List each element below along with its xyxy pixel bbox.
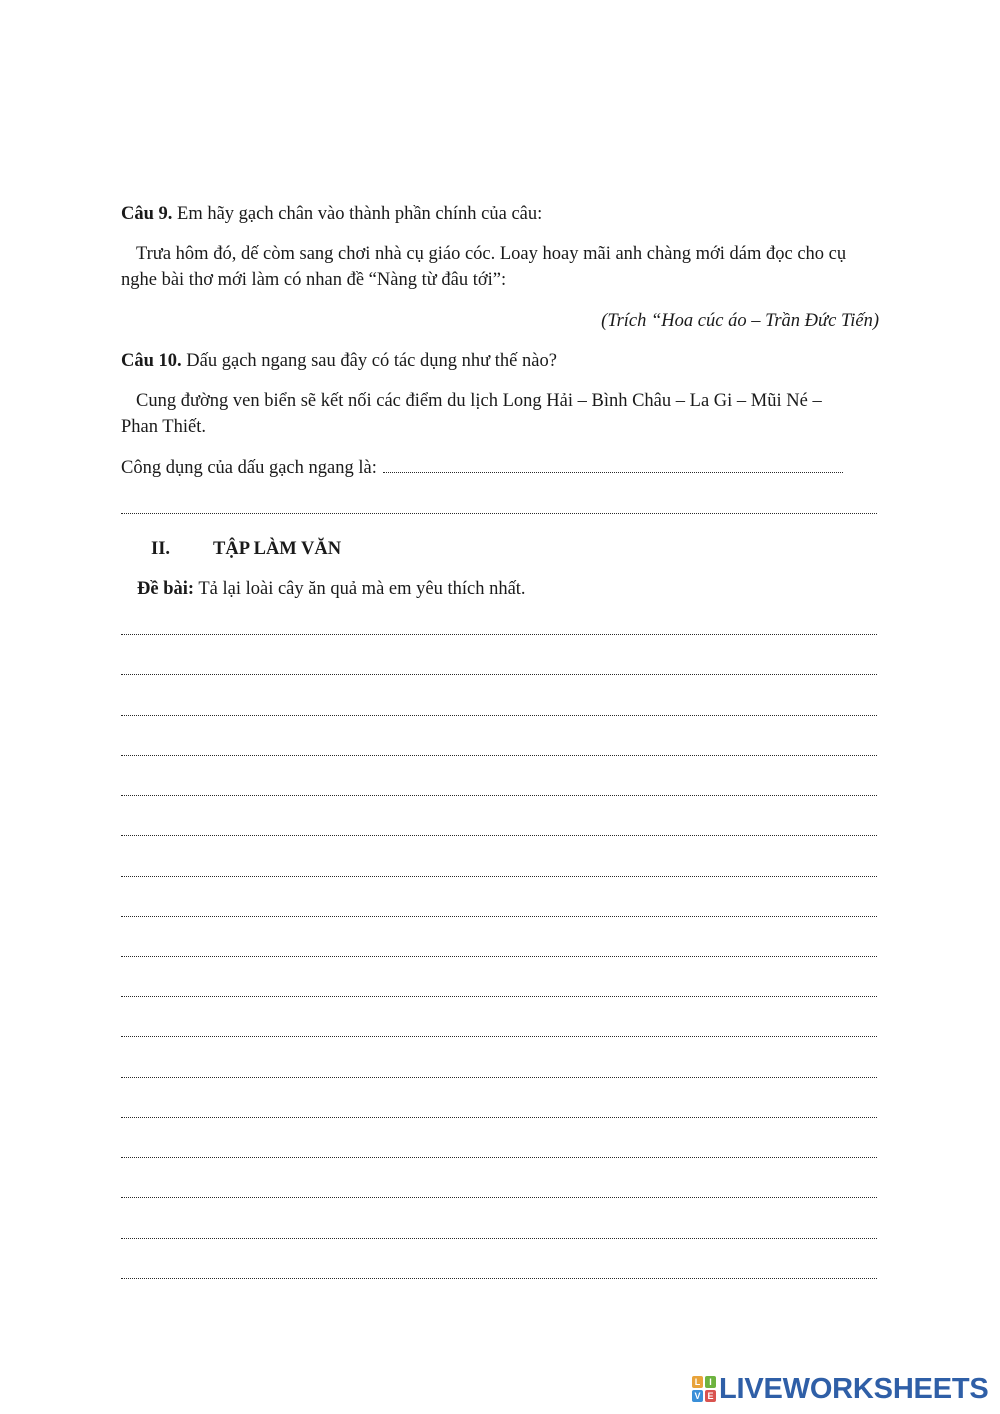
essay-line[interactable] <box>121 1157 877 1158</box>
essay-line[interactable] <box>121 876 877 877</box>
essay-line[interactable] <box>121 795 877 796</box>
logo-text: LIVEWORKSHEETS <box>719 1372 989 1405</box>
question-10-passage: Cung đường ven biển sẽ kết nối các điểm du lịch Long Hải – Bình Châu – La Gi – Mũi Né – Phan Thiết. <box>121 391 822 437</box>
question-10-prompt: Dấu gạch ngang sau đây có tác dụng như thế nào? <box>181 351 557 371</box>
section-title: TẬP LÀM VĂN <box>213 539 342 559</box>
logo-mark-letter: E <box>705 1390 716 1402</box>
essay-line[interactable] <box>121 634 877 635</box>
question-10-label: Câu 10. <box>121 351 182 371</box>
essay-prompt: Tả lại loài cây ăn quả mà em yêu thích nhất. <box>194 579 526 599</box>
essay-prompt-row <box>137 576 897 602</box>
question-9-prompt: Em hãy gạch chân vào thành phần chính của câu: <box>172 204 543 224</box>
question-9-source: (Trích “Hoa cúc áo – Trần Đức Tiến) <box>601 311 879 331</box>
essay-line[interactable] <box>121 1238 877 1239</box>
section-number: II. <box>151 539 171 559</box>
essay-line[interactable] <box>121 956 877 957</box>
logo-mark-icon <box>692 1376 716 1402</box>
logo-mark-letter: I <box>705 1376 716 1388</box>
question-10-answer-label: Công dụng của dấu gạch ngang là: <box>121 458 377 478</box>
essay-line[interactable] <box>121 1036 877 1037</box>
essay-line[interactable] <box>121 1197 877 1198</box>
logo-mark-letter: L <box>692 1376 703 1388</box>
essay-line[interactable] <box>121 835 877 836</box>
question-10-heading <box>121 348 881 374</box>
question-10-answer-dots[interactable] <box>383 472 843 473</box>
essay-line[interactable] <box>121 674 877 675</box>
question-9-label: Câu 9. <box>121 204 173 224</box>
liveworksheets-logo[interactable] <box>692 1372 989 1406</box>
section-heading <box>151 536 341 562</box>
essay-line[interactable] <box>121 996 877 997</box>
essay-line[interactable] <box>121 1278 877 1279</box>
essay-line[interactable] <box>121 1077 877 1078</box>
essay-line[interactable] <box>121 755 877 756</box>
essay-line[interactable] <box>121 715 877 716</box>
essay-line[interactable] <box>121 916 877 917</box>
essay-line[interactable] <box>121 1117 877 1118</box>
question-10-answer-line[interactable] <box>121 513 877 514</box>
essay-label: Đề bài: <box>137 579 195 599</box>
question-9-passage: Trưa hôm đó, dế còm sang chơi nhà cụ giáo cóc. Loay hoay mãi anh chàng mới dám đọc cho cụ nghe bài thơ mới làm có nhan đề “Nàng từ đâu tới”: <box>121 244 847 290</box>
question-10-answer-row <box>121 455 881 481</box>
question-9-heading <box>121 201 881 227</box>
logo-mark-letter: V <box>692 1390 703 1402</box>
